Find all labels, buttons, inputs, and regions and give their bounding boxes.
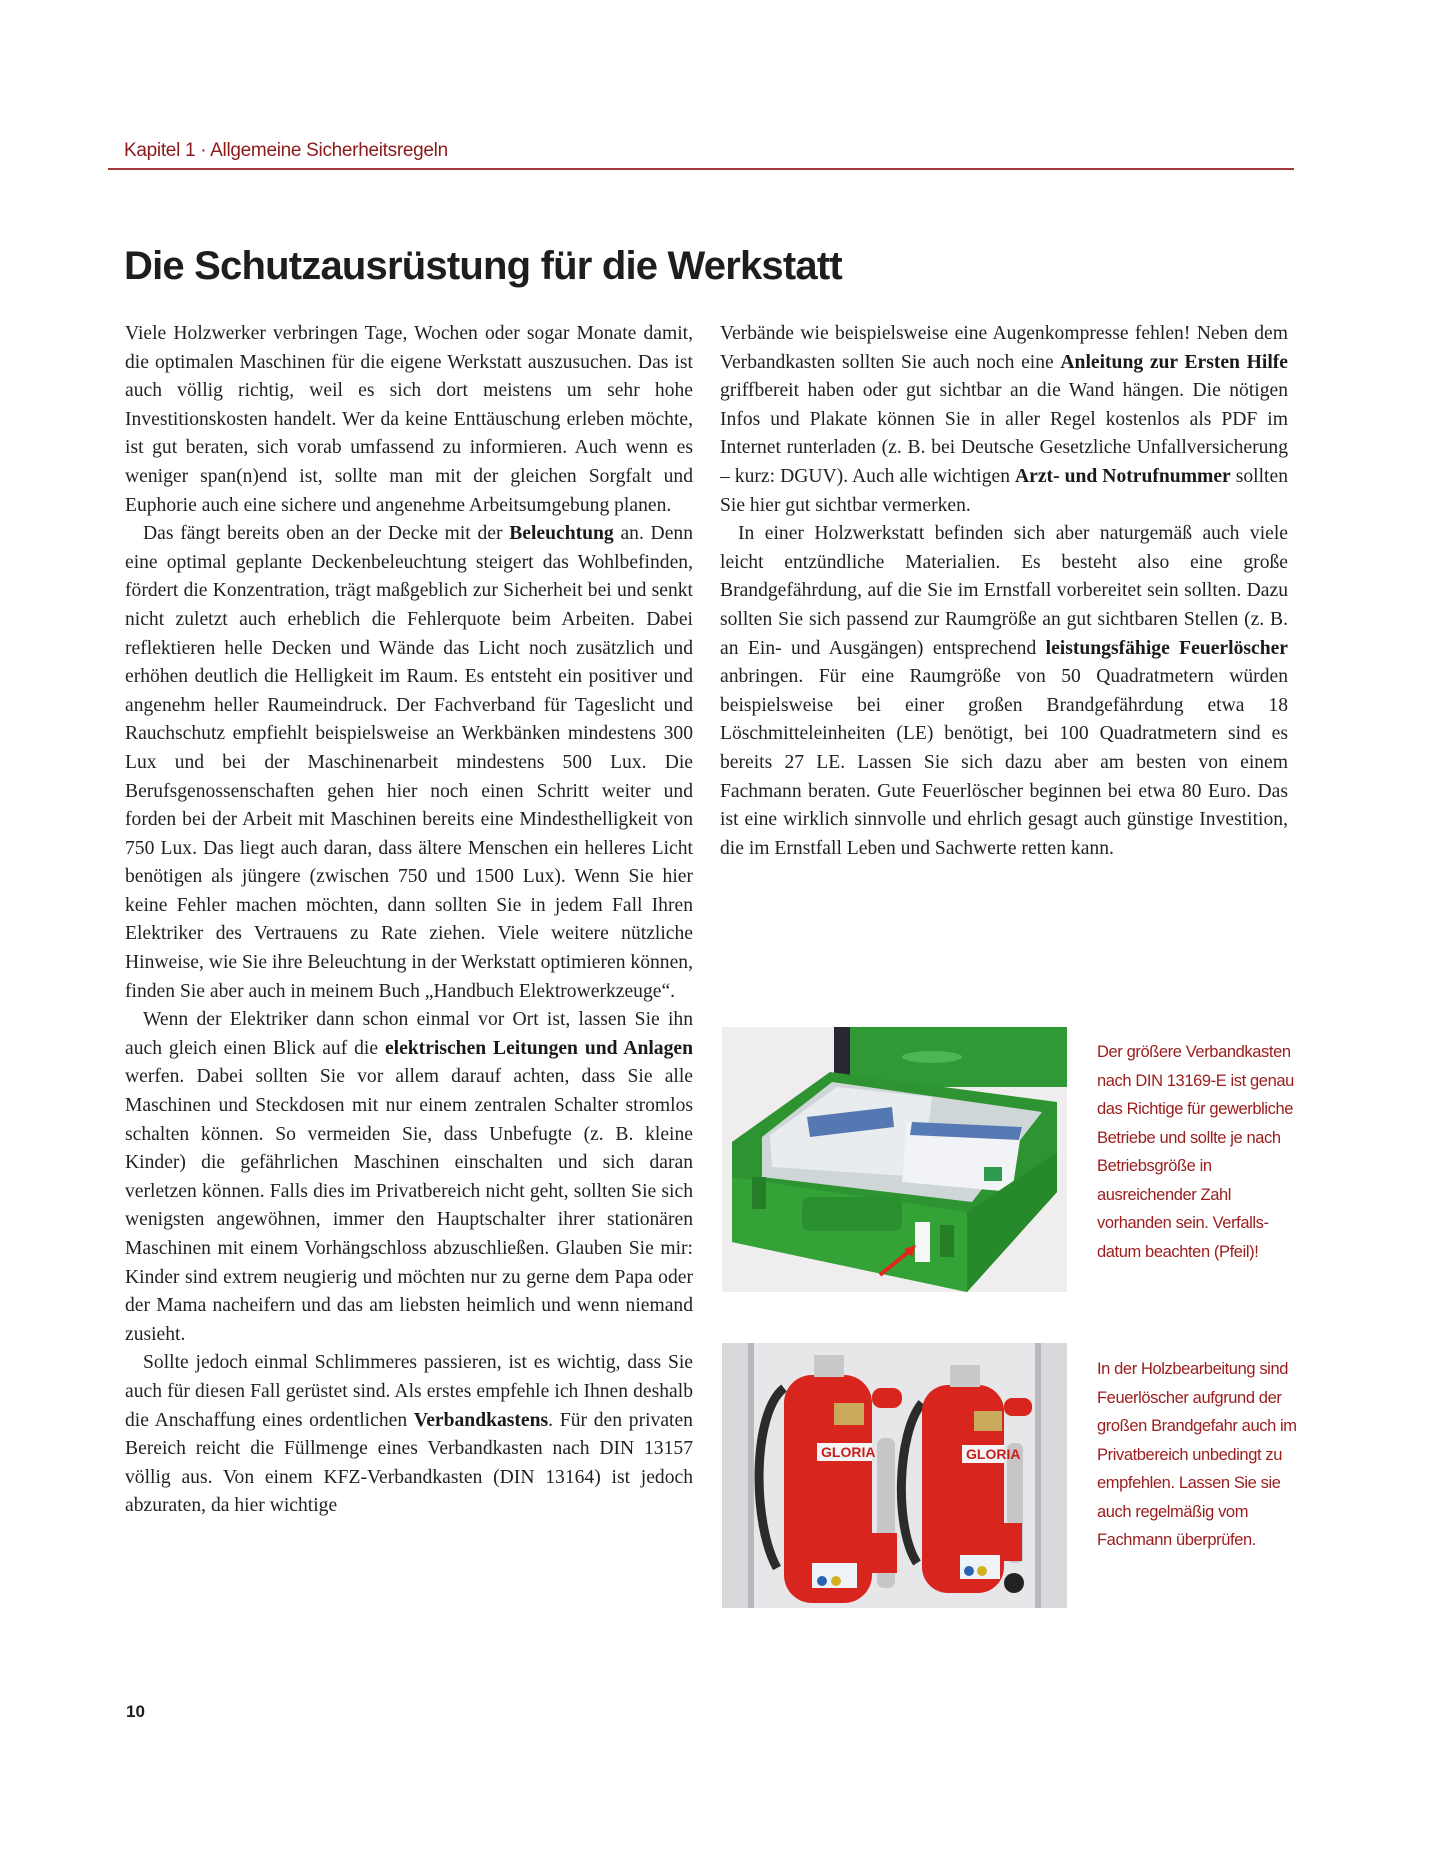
bold-term: Verbandkastens xyxy=(413,1409,549,1431)
fire-extinguishers-photo xyxy=(722,1343,1067,1608)
bold-term: leistungsfähige Feuerlöscher xyxy=(1045,637,1288,659)
text-run: . Für den privaten Bereich reicht die Füllmenge eines Verbandkasten nach DIN 13157 völlig aus. Von einem KFZ-Verbandkasten (DIN 13164) ist jedoch abzuraten, da hier wichtige xyxy=(125,1409,693,1517)
header-rule xyxy=(108,168,1294,170)
body-paragraph xyxy=(720,320,1288,520)
bold-term: elektrischen Leitungen und Anlagen xyxy=(384,1037,693,1059)
figure-caption-fire-extinguishers: In der Holzbearbeitung sind Feuerlöscher aufgrund der großen Brandgefahr auch im Privatbereich unbedingt zu empfehlen. Lassen Sie sie auch regelmäßig vom Fachmann überprüfen. xyxy=(1097,1360,1297,1549)
bold-term: Beleuchtung xyxy=(509,523,614,545)
left-text-column xyxy=(125,320,693,1521)
text-run: Viele Holzwerker verbringen Tage, Wochen oder sogar Monate damit, die optimalen Maschinen für die eigene Werkstatt auszusuchen. Das ist auch völlig richtig, weil es sich dort meistens um sehr hohe Investitionskosten handelt. Wer da keine Enttäuschung erleben möchte, ist gut beraten, sich vorab umfassend zu informieren. Auch wenn es weniger span(n)end ist, sollte man mit der gleichen Sorgfalt und Euphorie auch eine sichere und angenehme Arbeitsumgebung planen. xyxy=(125,323,693,516)
first-aid-kit-illustration xyxy=(722,1027,1067,1292)
text-run: In einer Holzwerkstatt befinden sich aber naturgemäß auch viele leicht entzündliche Materialien. Es besteht also eine große Brandgefährdung, auf die Sie im Ernstfall vorbereitet sein sollten. Dazu sollten Sie sich passend zur Raumgröße an gut sichtbaren Stellen (z. B. an Ein- und Ausgängen) entsprechend xyxy=(720,523,1288,659)
page-title: Die Schutzausrüstung für die Werkstatt xyxy=(124,244,842,288)
text-run: Verbände wie beispielsweise eine Augenkompresse fehlen! Neben dem Verbandkasten sollten Sie auch noch eine xyxy=(720,323,1288,373)
text-run: anbringen. Für eine Raumgröße von 50 Quadratmetern würden beispielsweise bei einer großen Brandgefährdung etwa 18 Löschmitteleinheiten (LE) benötigt, bei 100 Quadratmetern sind es bereits 27 LE. Lassen Sie sich dazu aber am besten von einem Fachmann beraten. Gute Feuerlöscher beginnen bei etwa 80 Euro. Das ist eine wirklich sinnvolle und ehrlich gesagt auch günstige Investition, die im Ernstfall Leben und Sachwerte retten kann. xyxy=(720,666,1288,859)
fire-extinguishers-illustration xyxy=(722,1343,1067,1608)
figure-caption-first-aid-kit: Der größere Verbandkasten nach DIN 13169-E ist genau das Richtige für gewerbliche Betriebe und sollte je nach Betriebsgröße in ausreichender Zahl vorhanden sein. Verfallsdatum beachten (Pfeil)! xyxy=(1097,1043,1294,1261)
bold-term: Anleitung zur Ersten Hilfe xyxy=(1060,351,1288,373)
right-text-column xyxy=(720,320,1288,863)
running-head: Kapitel 1 · Allgemeine Sicherheitsregeln xyxy=(124,140,448,161)
body-paragraph xyxy=(125,1349,693,1521)
svg-text:GLORIA: GLORIA xyxy=(821,1444,876,1460)
first-aid-kit-photo xyxy=(722,1027,1067,1292)
body-paragraph xyxy=(125,1006,693,1349)
body-paragraph xyxy=(125,320,693,520)
body-paragraph xyxy=(720,520,1288,863)
text-run: griffbereit haben oder gut sichtbar an die Wand hängen. Die nötigen Infos und Plakate können Sie in aller Regel kostenlos als PDF im Internet runterladen (z. B. bei Deutsche Gesetzliche Unfallversicherung – kurz: DGUV). Auch alle wichtigen xyxy=(720,380,1288,487)
text-run: Wenn der Elektriker dann schon einmal vor Ort ist, lassen Sie ihn auch gleich einen Blick auf die xyxy=(125,1009,693,1059)
text-run: Das fängt bereits oben an der Decke mit der xyxy=(143,523,510,545)
text-run: Sollte jedoch einmal Schlimmeres passieren, ist es wichtig, dass Sie auch für diesen Fall gerüstet sind. Als erstes empfehle ich Ihnen deshalb die Anschaffung eines ordentlichen xyxy=(125,1352,693,1431)
text-run: werfen. Dabei sollten Sie vor allem darauf achten, dass Sie alle Maschinen und Steckdosen mit nur einem zentralen Schalter stromlos schalten können. So vermeiden Sie, dass Unbefugte (z. B. kleine Kinder) die gefährlichen Maschinen einschalten und sich daran verletzen können. Falls dies im Privatbereich nicht geht, sollten Sie sich wenigsten angewöhnen, immer den Hauptschalter ihrer stationären Maschinen mit einem Vorhängschloss abzuschließen. Glauben Sie mir: Kinder sind extrem neugierig und möchten nur zu gerne dem Papa oder der Mama nacheifern und das am liebsten heimlich und wenn niemand zusieht. xyxy=(125,1066,693,1345)
text-run: an. Denn eine optimal geplante Deckenbeleuchtung steigert das Wohlbefinden, fördert die Konzentration, trägt maßgeblich zur Sicherheit bei und senkt nicht zuletzt auch erheblich die Fehlerquote beim Arbeiten. Dabei reflektieren helle Decken und Wände das Licht noch zusätzlich und erhöhen deutlich die Helligkeit im Raum. Es entsteht ein positiver und angenehm heller Raumeindruck. Der Fachverband für Tageslicht und Rauchschutz empfiehlt beispielsweise an Werkbänken mindestens 300 Lux und bei der Maschinenarbeit mindestens 500 Lux. Die Berufsgenossenschaften gehen hier noch einen Schritt weiter und forden bei der Arbeit mit Maschinen bereits eine Mindesthelligkeit von 750 Lux. Das liegt auch daran, dass ältere Menschen ein helleres Licht benötigen als jüngere (zwischen 750 und 1500 Lux). Wenn Sie hier keine Fehler machen möchten, dann sollten Sie in jedem Fall Ihren Elektriker des Vertrauens zu Rate ziehen. Viele weitere nützliche Hinweise, wie Sie ihre Beleuchtung in der Werkstatt optimieren können, finden Sie aber auch in meinem Buch „Handbuch Elektrowerkzeuge“. xyxy=(125,523,694,1002)
body-paragraph xyxy=(125,520,693,1006)
bold-term: Arzt- und Notrufnummer xyxy=(1015,465,1231,487)
text-run: sollten Sie hier gut sichtbar vermerken. xyxy=(720,465,1288,516)
page-number: 10 xyxy=(126,1702,145,1721)
svg-text:GLORIA: GLORIA xyxy=(966,1446,1021,1462)
